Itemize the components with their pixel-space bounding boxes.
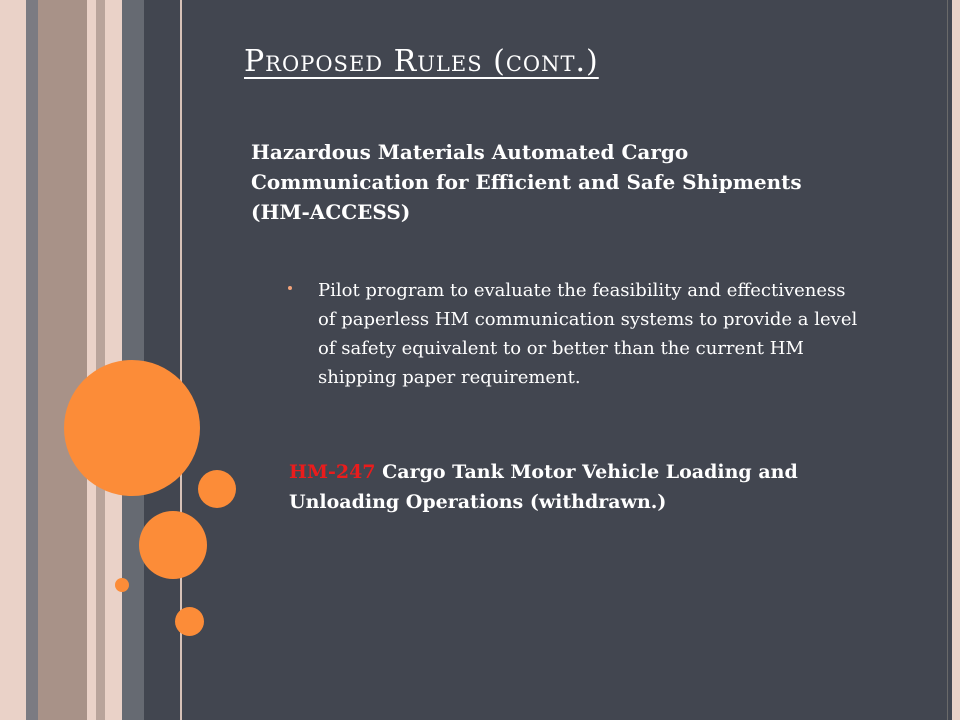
stripe-pink-2 [87,0,96,720]
right-edge-line [947,0,948,720]
bullet-item [288,276,868,392]
stripe-pink-1 [0,0,26,720]
small-orange-circle-2 [175,607,204,636]
small-orange-circle-1 [198,470,236,508]
bullet-dot-icon [288,286,292,290]
slide-title: Proposed Rules (cont.) [244,44,599,79]
rule-line [289,457,909,517]
tiny-orange-circle [115,578,129,592]
bullet-text: Pilot program to evaluate the feasibility and effectiveness of paperless HM communication systems to provide a level of safety equivalent to or better than the current HM shipping paper requirement. [318,280,858,388]
large-orange-circle [64,360,200,496]
stripe-mauve [38,0,87,720]
right-edge-stripe [952,0,960,720]
rule-code: HM-247 [289,461,376,483]
rule-description: Cargo Tank Motor Vehicle Loading and Unloading Operations (withdrawn.) [289,461,798,513]
medium-orange-circle [139,511,207,579]
stripe-gray-1 [26,0,38,720]
section-heading: Hazardous Materials Automated Cargo Communication for Efficient and Safe Shipments (HM-ACCESS) [251,140,802,224]
stripe-taupe [96,0,105,720]
